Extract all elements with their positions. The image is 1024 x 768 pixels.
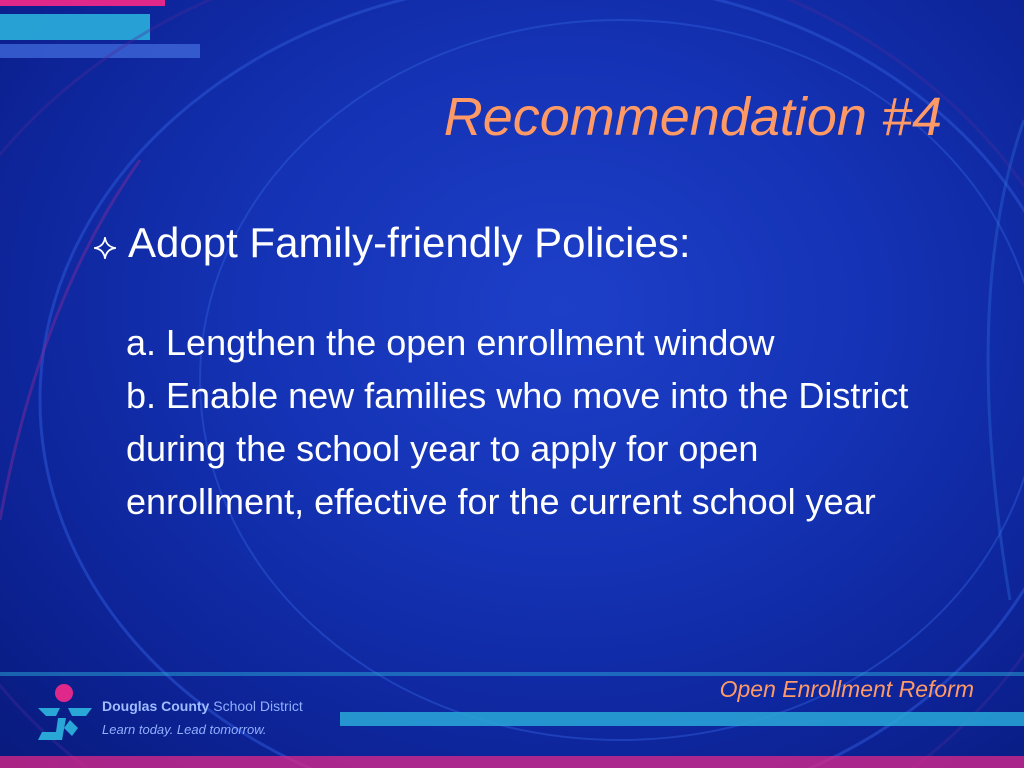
logo-name: Douglas County School District bbox=[102, 698, 303, 714]
douglas-county-logo-icon bbox=[34, 684, 98, 744]
sub-items bbox=[126, 316, 926, 528]
sub-item-a: a. Lengthen the open enrollment window bbox=[126, 322, 775, 363]
open-star-bullet-icon bbox=[92, 235, 118, 261]
district-logo bbox=[34, 684, 334, 744]
bullet-item bbox=[92, 218, 691, 268]
bullet-text: Adopt Family-friendly Policies: bbox=[128, 219, 691, 266]
slide-title: Recommendation #4 bbox=[443, 87, 942, 147]
sub-item-b: b. Enable new families who move into the District during the school year to apply for open enrollment, effective for the current school year bbox=[126, 375, 909, 522]
footer-text: Open Enrollment Reform bbox=[719, 676, 974, 702]
logo-tagline: Learn today. Lead tomorrow. bbox=[102, 722, 267, 737]
